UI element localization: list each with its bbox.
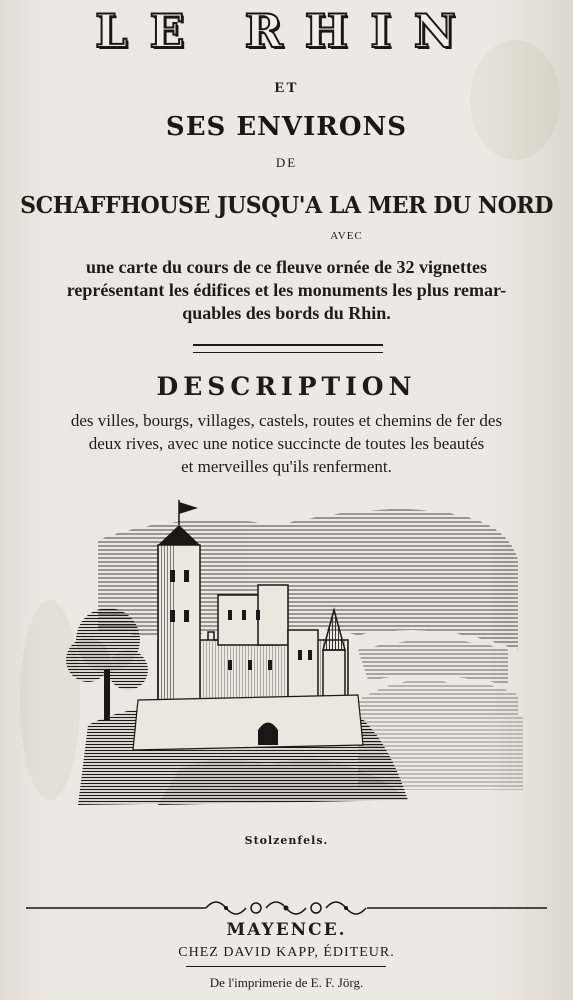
- description-line: deux rives, avec une notice succincte de toutes les beautés: [88, 434, 485, 453]
- description-heading: DESCRIPTION: [156, 372, 417, 401]
- double-rule: [193, 344, 383, 353]
- book-subtitle: SES ENVIRONS: [165, 112, 408, 142]
- conjunction-et: ET: [274, 80, 299, 96]
- features-line: représentant les édifices et les monuments les plus remar-: [66, 280, 507, 300]
- route-line: SCHAFFHOUSE JUSQU'A LA MER DU NORD: [20, 192, 553, 219]
- description-line: des villes, bourgs, villages, castels, routes et chemins de fer des: [70, 411, 503, 430]
- publisher-city: MAYENCE.: [226, 920, 347, 940]
- decorative-divider: [26, 893, 547, 923]
- description-line: et merveilles qu'ils renferment.: [181, 457, 392, 476]
- book-title: LE RHIN: [95, 4, 478, 58]
- features-line: une carte du cours de ce fleuve ornée de 32 vignettes: [86, 257, 487, 277]
- paper-stain: [470, 40, 560, 160]
- preposition-avec: AVEC: [330, 230, 363, 242]
- printer-line: De l'imprimerie de E. F. Jörg.: [209, 975, 364, 990]
- thin-rule: [186, 966, 386, 967]
- features-block: [0, 256, 573, 325]
- castle-engraving: [58, 500, 526, 830]
- publisher-name: CHEZ DAVID KAPP, ÉDITEUR.: [178, 945, 395, 960]
- illustration-caption: Stolzenfels.: [244, 834, 329, 847]
- features-line: quables des bords du Rhin.: [182, 303, 391, 323]
- description-body: [0, 409, 573, 478]
- preposition-de: DE: [275, 155, 298, 170]
